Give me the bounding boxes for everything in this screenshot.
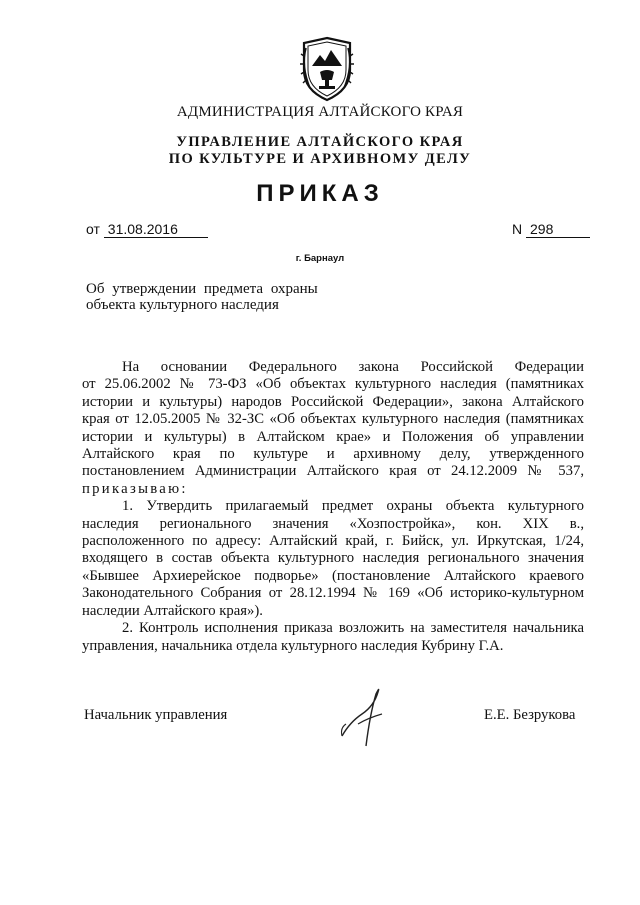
order-body [82, 359, 584, 655]
date-prefix: от [86, 221, 100, 237]
item-1-line: входящего в состав объекта культурного наследия регионального значения [82, 550, 584, 567]
preamble-line: постановлением Администрации Алтайского края от 24.12.2009 № 537, [82, 463, 584, 480]
signer-name: Е.Е. Безрукова [484, 707, 576, 723]
department-line-1: УПРАВЛЕНИЕ АЛТАЙСКОГО КРАЯ [176, 134, 464, 150]
order-date [86, 221, 208, 238]
department-name [0, 134, 640, 168]
preamble-line: от 25.06.2002 № 73-ФЗ «Об объектах культурного наследия (памятниках [82, 376, 584, 393]
preamble-line: На основании Федерального закона Российской Федерации [122, 359, 584, 375]
item-1-line: наследии Алтайского края»). [82, 602, 263, 619]
item-1-line: Законодательного Собрания от 28.12.1994 № 169 «Об историко-культурном [82, 585, 584, 602]
number-value: 298 [526, 222, 590, 238]
subject-line-2: объекта культурного наследия [86, 297, 279, 313]
administration-name: АДМИНИСТРАЦИЯ АЛТАЙСКОГО КРАЯ [176, 104, 464, 120]
item-2-line: 2. Контроль исполнения приказа возложить на заместителя начальника [122, 620, 584, 637]
item-2-line: управления, начальника отдела культурного наследия Кубрину Г.А. [82, 637, 504, 654]
document-type: ПРИКАЗ [256, 180, 384, 207]
date-value: 31.08.2016 [104, 222, 208, 238]
item-1-line: наследия регионального значения «Хозпостройка», кон. XIX в., [82, 515, 584, 532]
item-1-line: «Бывшее Архиерейское подворье» (постановление Алтайского краевого [82, 567, 584, 584]
signer-position: Начальник управления [84, 707, 228, 723]
handwritten-signature-icon [336, 684, 396, 750]
city-name: г. Барнаул [295, 253, 345, 264]
order-word: приказываю: [82, 480, 188, 497]
department-line-2: ПО КУЛЬТУРЕ И АРХИВНОМУ ДЕЛУ [168, 151, 472, 167]
preamble-line: истории и культуры) в Алтайском крае» и Положения об управлении [82, 428, 584, 445]
number-prefix: N [512, 221, 523, 237]
order-number [512, 221, 590, 238]
order-subject [86, 281, 386, 313]
preamble-line: Алтайского края по культуре и архивному делу, утвержденного [82, 446, 584, 463]
preamble-line: края от 12.05.2005 № 32-ЗС «Об объектах культурного наследия (памятниках [82, 411, 584, 428]
preamble-line: истории и культуры) народов Российской Федерации», закона Алтайского [82, 393, 584, 410]
item-1-line: 1. Утвердить прилагаемый предмет охраны объекта культурного [122, 498, 584, 515]
coat-of-arms-icon [298, 36, 356, 102]
subject-line-1: Об утверждении предмета охраны [86, 281, 318, 297]
item-1-line: расположенного по адресу: Алтайский край, г. Бийск, ул. Иркутская, 1/24, [82, 533, 584, 550]
